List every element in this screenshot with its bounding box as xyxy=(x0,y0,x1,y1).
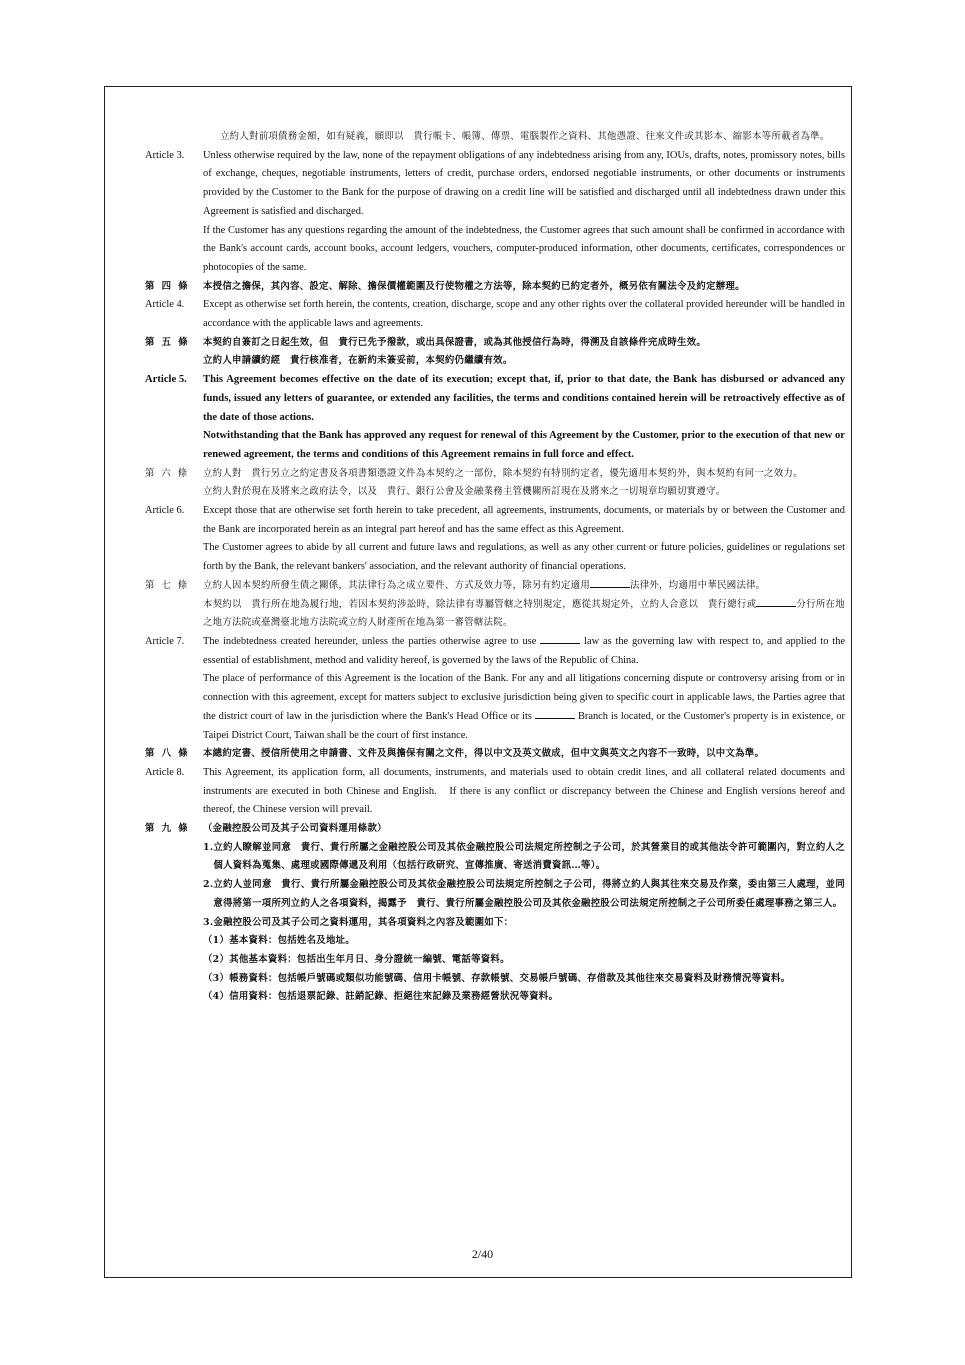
paragraph: Unless otherwise required by the law, none of the repayment obligations of any indebtedness arising from any, IOUs, drafts, notes, promissory notes, bills of exchange, cheques, negotiable instruments, letters of credit, purchase orders, endorsed negotiable instruments, or other documents or instruments provided by the Customer to the Bank for the purpose of drawing on a credit line will be satisfied and discharged until all indebtedness drawn under this Agreement is satisfied and discharged. xyxy=(203,149,845,217)
text-part: The place of performance of this Agreement is the location of the Bank. For any and all litigations concerning dispute or controversy arising from or in connection with this agreement, except for matters subject to exclusive jurisdiction being given to specific court in applicable laws, the Parties agree that the district court of law in the jurisdiction where the Bank's Head Office or its xyxy=(203,673,845,722)
paragraph: The Customer agrees to abide by all current and future laws and regulations, as well as any other current or future policies, guidelines or regulations set forth by the Bank, the relevant bankers' association, and the relevant authority of financial operations. xyxy=(203,542,845,573)
article-4-en xyxy=(145,296,845,333)
paragraph: Except as otherwise set forth herein, the contents, creation, discharge, scope and any other rights over the collateral provided hereunder will be handled in accordance with the applicable laws and agreements. xyxy=(203,299,845,330)
list-item: （3） 帳務資料：包括帳戶號碼或類似功能號碼、信用卡帳號、存款帳號、交易帳戶號碼、存借款及其他往來交易資料及財務情況等資料。 xyxy=(203,972,791,984)
blank-line xyxy=(590,577,630,588)
text-part: law as the governing law with respect to, and applied to the essential of establishment, method and validity hereof, is governed by the laws of the Republic of China. xyxy=(203,635,845,666)
article-label: Article 8. xyxy=(145,766,185,778)
list-item: （1） 基本資料：包括姓名及地址。 xyxy=(203,935,355,947)
paragraph: 立約人申請續約經 貴行核准者，在新約未簽妥前，本契約仍繼續有效。 xyxy=(203,355,513,367)
paragraph: If the Customer has any questions regarding the amount of the indebtedness, the Customer agrees that such amount shall be confirmed in accordance with the Bank's account cards, account books, account ledgers, vouchers, computer-produced information, other documents, certificates, correspondences or photocopies of the same. xyxy=(203,224,845,273)
paragraph xyxy=(203,670,845,745)
text-part: The indebtedness created hereunder, unless the parties otherwise agree to use xyxy=(203,635,537,647)
article-4-zh xyxy=(145,278,845,297)
text-part: 分行所在地之地方法院或臺灣臺北地方法院或立約人財產所在地為第一審管轄法院。 xyxy=(203,598,845,629)
article-label: 第 九 條 xyxy=(145,823,190,835)
text-part: 法律外，均適用中華民國法律。 xyxy=(630,579,766,591)
article-label: Article 7. xyxy=(145,635,185,647)
list-item: 1. 立約人瞭解並同意 貴行、貴行所屬之金融控股公司及其依金融控股公司法規定所控制之子公司，於其營業目的或其他法令許可範圍內，對立約人之個人資料為蒐集、處理或國際傳遞及利用（包括行政研究、宣傳推廣、寄送消費資訊…等）。 xyxy=(203,841,845,872)
article-7-en xyxy=(145,633,845,745)
blank-line xyxy=(756,596,796,607)
paragraph: This Agreement becomes effective on the date of its execution; except that, if, prior to that date, the Bank has disbursed or advanced any funds, issued any letters of guarantee, or extended any facilities, the terms and conditions contained herein will be retroactively effective as of the date of those actions. xyxy=(203,374,845,423)
article-label: 第 七 條 xyxy=(145,579,190,591)
paragraph: 立約人對 貴行另立之約定書及各項書類憑證文件為本契約之一部份，除本契約有特別約定者，優先適用本契約外，與本契約有同一之效力。 xyxy=(203,467,803,479)
article-title: （金融控股公司及其子公司資料運用條款） xyxy=(203,823,387,835)
list-item: 2. 立約人並同意 貴行、貴行所屬金融控股公司及其依金融控股公司法規定所控制之子公司，得將立約人與其往來交易及作業，委由第三人處理，並同意得將第一項所列立約人之各項資料，揭露予 貴行、貴行所屬金融控股公司及其依金融控股公司法規定所控制之子公司所委任處理事務之第三人。 xyxy=(203,879,845,909)
paragraph: 本授信之擔保，其內容、設定、解除、擔保價權範圍及行使物權之方法等，除本契約已約定者外，概另依有關法令及約定辦理。 xyxy=(203,280,745,292)
article-label: Article 6. xyxy=(145,505,185,517)
paragraph xyxy=(203,633,845,670)
article-label: 第 六 條 xyxy=(145,467,190,479)
list-item: （4） 信用資料：包括退票記錄、註銷記錄、拒絕往來記錄及業務經營狀況等資料。 xyxy=(203,991,559,1003)
paragraph: Notwithstanding that the Bank has approved any request for renewal of this Agreement by the Customer, prior to the execution of that new or renewed agreement, the terms and conditions of this Agreement remains in full force and effect. xyxy=(203,430,845,460)
paragraph: Except those that are otherwise set forth herein to take precedent, all agreements, instruments, documents, or materials by or between the Customer and the Bank are incorporated herein as an integral part hereof and has the same effect as this Agreement. xyxy=(203,505,845,535)
intro-paragraph-zh: 立約人對前項債務金額，如有疑義，願即以 貴行帳卡、帳簿、傳票、電腦製作之資料、其他憑證、往來文件或其影本、縮影本等所載者為準。 xyxy=(220,131,830,142)
article-6-zh xyxy=(145,465,845,502)
article-7-zh xyxy=(145,577,845,633)
article-label: 第 五 條 xyxy=(145,336,190,348)
article-label: Article 5. xyxy=(145,374,187,386)
paragraph: 本契約自簽訂之日起生效，但 貴行已先予撥款，或出具保證書，或為其他授信行為時，得溯及自該條件完成時生效。 xyxy=(203,336,707,348)
paragraph: 立約人對於現在及將來之政府法令，以及 貴行、銀行公會及金融業務主管機關所訂現在及將來之一切規章均願切實遵守。 xyxy=(203,486,726,498)
article-label: Article 3. xyxy=(145,149,185,161)
blank-line xyxy=(535,708,575,719)
text-part: 立約人因本契約所發生債之關係，其法律行為之成立要件、方式及效力等，除另有約定適用 xyxy=(203,579,591,591)
article-9-list xyxy=(145,839,845,1007)
paragraph xyxy=(203,596,845,633)
list-item: 3. 金融控股公司及其子公司之資料運用，其各項資料之內容及範圍如下： xyxy=(203,916,514,928)
document-body xyxy=(145,128,845,1007)
text-part: 本契約以 貴行所在地為履行地，若因本契約涉訟時，除法律有專屬管轄之特別規定，應從其規定外，立約人合意以 貴行總行或 xyxy=(203,598,757,610)
article-5-en xyxy=(145,371,845,465)
article-label: 第 四 條 xyxy=(145,280,190,292)
article-5-zh xyxy=(145,334,845,371)
article-3-en xyxy=(145,147,845,278)
paragraph: 本總約定書、授信所使用之申請書、文件及與擔保有關之文件，得以中文及英文做成，但中文與英文之內容不一致時，以中文為準。 xyxy=(203,748,765,760)
article-label: 第 八 條 xyxy=(145,748,190,760)
article-8-en xyxy=(145,764,845,820)
article-6-en xyxy=(145,502,845,577)
article-label: Article 4. xyxy=(145,299,185,311)
article-9-zh xyxy=(145,820,845,839)
article-8-zh xyxy=(145,745,845,764)
text-part: Branch is located, or the Customer's property is in existence, or Taipei District Court, Taiwan shall be the court of first instance. xyxy=(203,710,845,741)
paragraph: This Agreement, its application form, all documents, instruments, and materials used to obtain credit lines, and all collateral related documents and instruments are executed in both Chinese and English. If there is any conflict or discrepancy between the Chinese and English versions hereof and thereof, the Chinese version will prevail. xyxy=(203,766,845,816)
blank-line xyxy=(540,633,580,644)
list-item: （2） 其他基本資料：包括出生年月日、身分證統一編號、電話等資料。 xyxy=(203,953,510,965)
page-number: 2/40 xyxy=(471,1247,494,1261)
paragraph xyxy=(203,577,845,596)
